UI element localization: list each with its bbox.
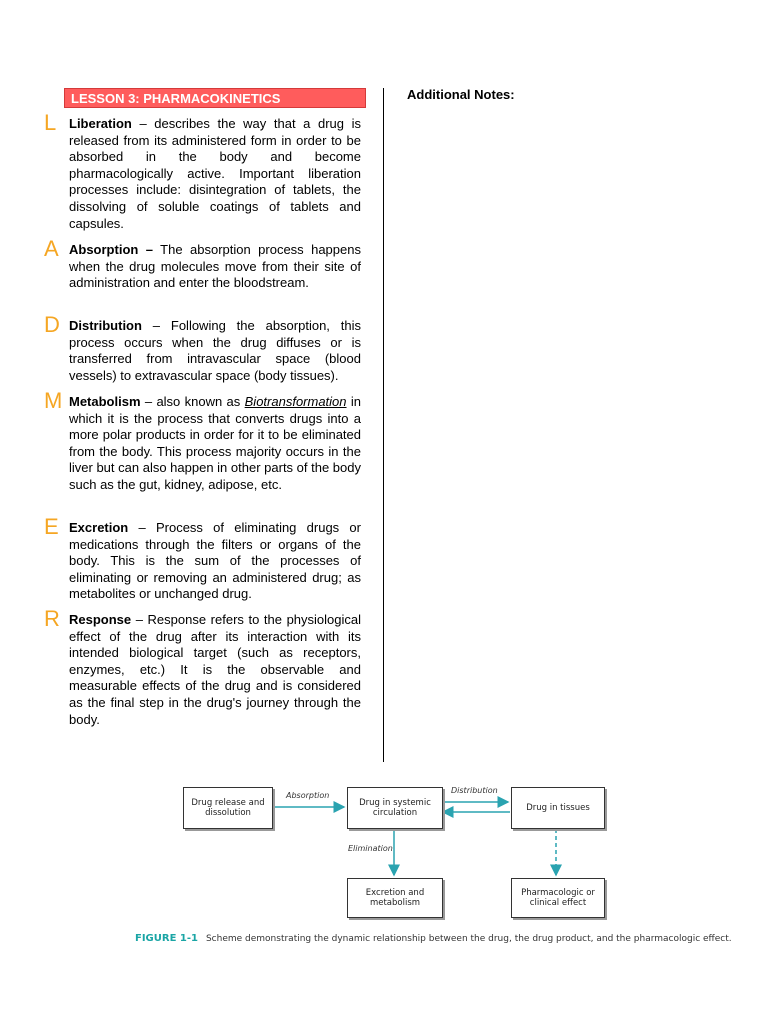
- term: Distribution: [69, 318, 142, 333]
- definition: – Process of eliminating drugs or medications through the filters or organs of the body. This is the sum of the processes of eliminating or removing an administered drug; as metabolites or unchanged drug.: [69, 520, 361, 602]
- additional-notes-title: Additional Notes:: [407, 87, 515, 102]
- entry-distribution: [40, 312, 361, 384]
- entry-liberation: [40, 110, 361, 232]
- letter-m: M: [44, 388, 63, 413]
- term: Liberation: [69, 116, 132, 131]
- definition: – Following the absorption, this process occurs when the drug diffuses or is transferred from intravascular space (blood vessels) to extravascular space (body tissues).: [69, 318, 361, 383]
- box-drug-in-tissues: Drug in tissues: [511, 787, 605, 829]
- definition-pre: – also known as: [140, 394, 245, 409]
- distribution-label: Distribution: [451, 786, 498, 795]
- absorption-label: Absorption: [286, 791, 330, 800]
- figure-number: FIGURE 1-1: [135, 933, 198, 944]
- box-systemic-circulation: Drug in systemic circulation: [347, 787, 443, 829]
- column-divider: [383, 88, 384, 762]
- pharmacokinetics-figure: [170, 778, 660, 958]
- box-excretion-metabolism: Excretion and metabolism: [347, 878, 443, 918]
- term: Response: [69, 612, 132, 627]
- term: Absorption –: [69, 242, 153, 257]
- definition: in which it is the process that converts drugs into a more polar products in order for it to be eliminated from the body. This process majority occurs in the liver but can also happen in other parts of the body such as the gut, kidney, adipose, etc.: [69, 394, 361, 492]
- letter-d: D: [44, 312, 60, 337]
- term: Excretion: [69, 520, 129, 535]
- caption-text: Scheme demonstrating the dynamic relationship between the drug, the drug product, and the pharmacologic effect.: [205, 934, 732, 944]
- term: Metabolism: [69, 394, 141, 409]
- box-pharmacologic-effect: Pharmacologic or clinical effect: [511, 878, 605, 918]
- entry-excretion: [40, 514, 361, 603]
- elimination-label: Elimination: [348, 844, 393, 853]
- entry-metabolism: [40, 388, 361, 494]
- entry-response: [40, 606, 361, 728]
- definition: – Response refers to the physiological effect of the drug after its interaction with its intended biological target (such as receptors, enzymes, etc.) It is the observable and measurable effects of the drug and is considered as the final step in the drug's journey through the body.: [69, 612, 361, 727]
- definition: The absorption process happens when the drug molecules move from their site of administration and enter the bloodstream.: [69, 242, 361, 291]
- entry-absorption: [40, 236, 361, 292]
- box-drug-release: Drug release and dissolution: [183, 787, 273, 829]
- figure-caption: [135, 933, 732, 944]
- letter-e: E: [44, 514, 59, 539]
- biotransformation-term: Biotransformation: [244, 394, 347, 409]
- definition: – describes the way that a drug is released from its administered form in order to be absorbed in the body and become pharmacologically active. Important liberation processes include: disintegration of tablets, the dissolving of soluble coatings of tablets and capsules.: [69, 116, 361, 231]
- lesson-title: LESSON 3: PHARMACOKINETICS: [64, 88, 366, 108]
- letter-a: A: [44, 236, 59, 261]
- letter-l: L: [44, 110, 57, 135]
- letter-r: R: [44, 606, 60, 631]
